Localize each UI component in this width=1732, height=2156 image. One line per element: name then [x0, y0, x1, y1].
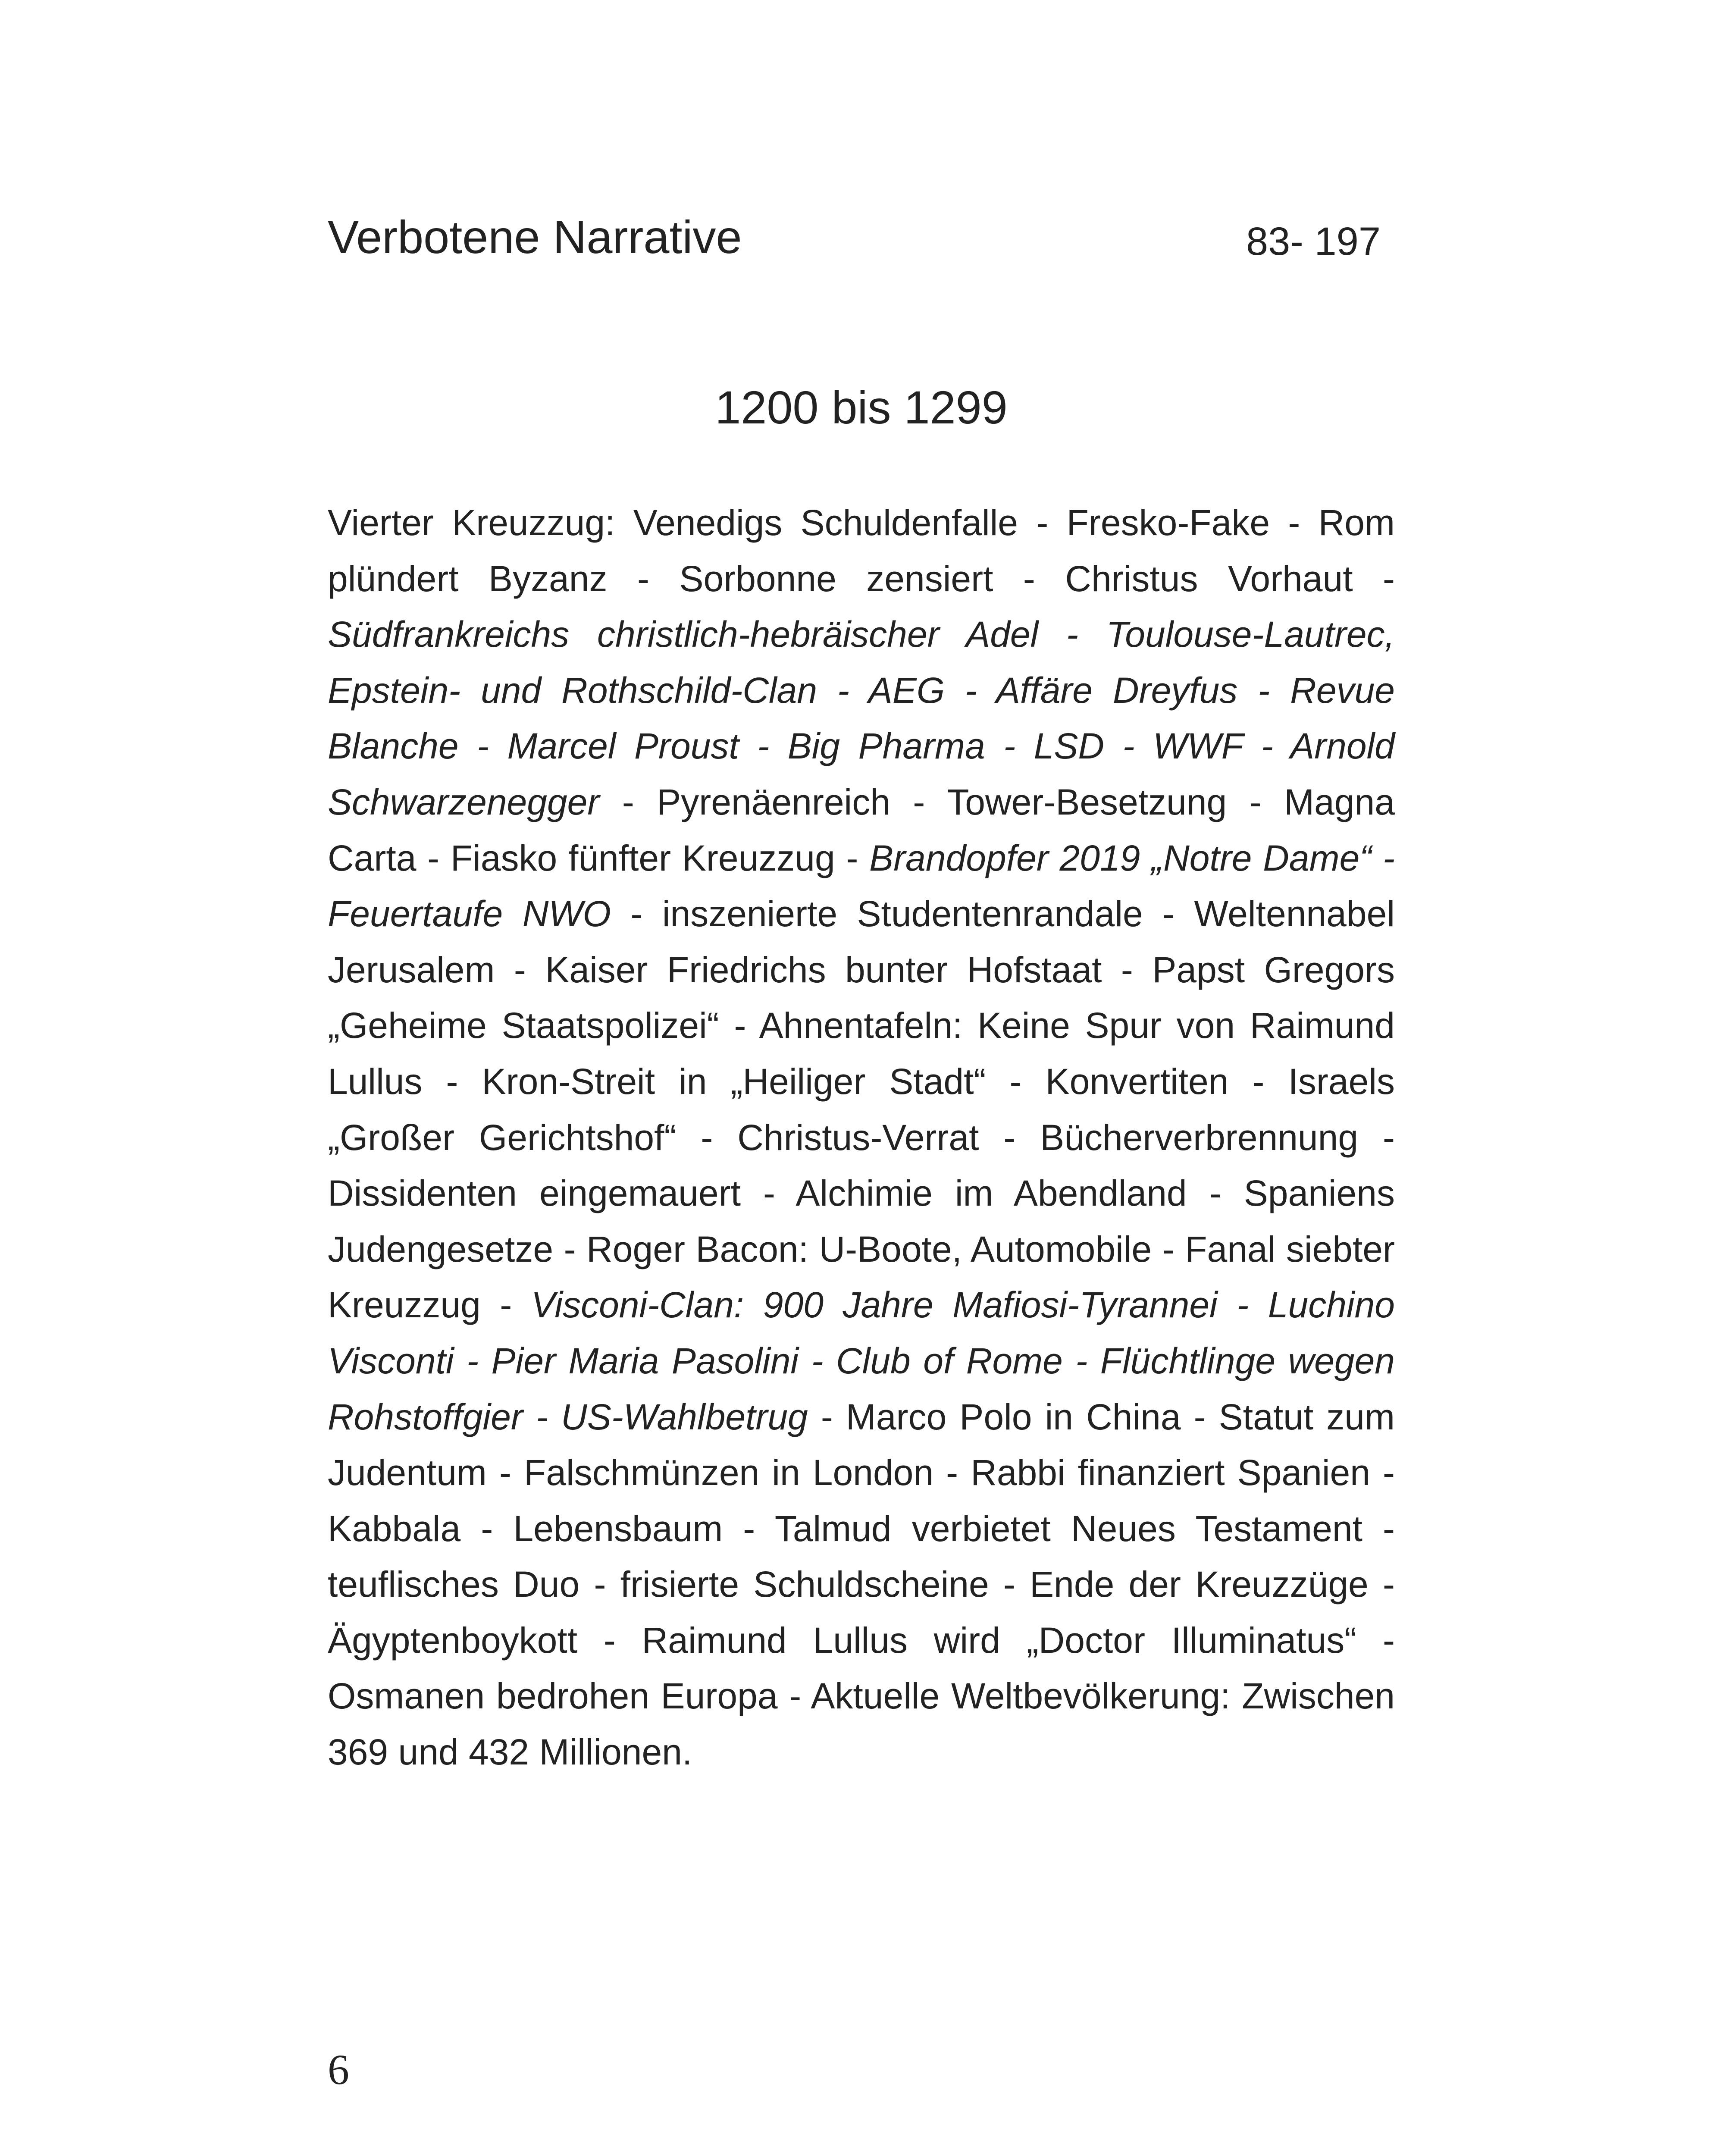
chapter-heading: 1200 bis 1299: [715, 381, 1008, 433]
body-segment: - inszenierte Studentenrandale - Weltennabel Jerusalem - Kaiser Friedrichs bunter Hofstaat - Papst Gregors „Geheime Staatspolizei“ - Ahnentafeln: Keine Spur von Raimund Lullus - Kron-Streit in „Heiliger Stadt“ - Konvertiten - Israels „Großer Gerichtshof“ - Christus-Verrat - Bücherverbrennung - Dissidenten eingemauert - Alchimie im Abendland - Spaniens Judengesetze - Roger Bacon: U-Boote, Automobile - Fanal siebter Kreuzzug -: [328, 893, 1395, 1326]
body-segment-italic: Visconi-Clan: 900 Jahre Mafiosi-Tyrannei - Luchino Visconti - Pier Maria Pasolini - Club of Rome - Flüchtlinge wegen Rohstoffgier - US-Wahlbetrug: [328, 1285, 1395, 1437]
body-segment: Vierter Kreuzzug: Venedigs Schuldenfalle - Fresko-Fake - Rom plündert Byzanz - Sorbonne zensiert - Christus Vorhaut -: [328, 502, 1395, 599]
body-segment: - Pyrenäenreich - Tower-Besetzung - Magna Carta - Fiasko fünfter Kreuzzug -: [328, 781, 1395, 878]
running-title: Verbotene Narrative: [328, 211, 742, 263]
page-range: 83- 197: [1246, 219, 1381, 263]
body-segment-italic: Südfrankreichs christlich-hebräischer Adel - Toulouse-Lautrec, Epstein- und Rothschild-Clan - AEG - Affäre Dreyfus - Revue Blanche - Marcel Proust - Big Pharma - LSD - WWF - Arnold Schwarzenegger: [328, 614, 1395, 822]
body-segment: - Marco Polo in China - Statut zum Judentum - Falschmünzen in London - Rabbi finanziert Spanien - Kabbala - Lebensbaum - Talmud verbietet Neues Testament - teuflisches Duo - frisierte Schuldscheine - Ende der Kreuzzüge - Ägyptenboykott - Raimund Lullus wird „Doctor Illuminatus“ - Osmanen bedrohen Europa - Aktuelle Weltbevölkerung: Zwischen 369 und 432 Millionen.: [328, 1396, 1395, 1773]
page-number: 6: [328, 2046, 349, 2093]
body-segment-italic: Brandopfer 2019 „Notre Dame“ - Feuertaufe NWO: [328, 837, 1395, 934]
body-paragraph: [328, 495, 1395, 1780]
